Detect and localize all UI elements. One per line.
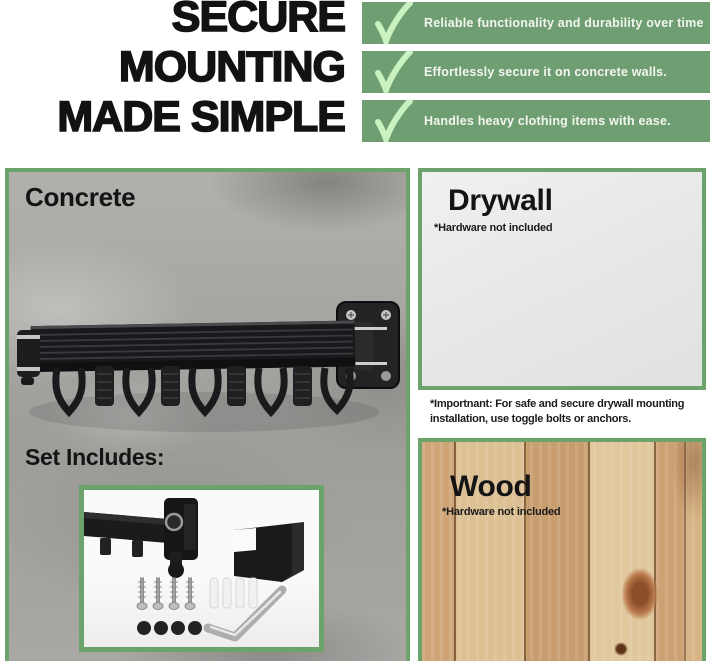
benefit-banner-2 [362, 51, 710, 93]
end-caps [137, 621, 202, 635]
drywall-hardware-note: *Hardware not included [434, 222, 553, 234]
benefit-banner-3 [362, 100, 710, 142]
wall-anchors [210, 578, 257, 608]
wood-hardware-note: *Hardware not included [442, 506, 561, 518]
concrete-panel-label: Concrete [25, 182, 136, 212]
checkmark-icon [370, 51, 414, 93]
bracket-part [234, 522, 304, 582]
drywall-panel [418, 168, 706, 390]
headline-line-3: MADE SIMPLE [57, 93, 345, 141]
headline-line-1: SECURE [171, 0, 345, 41]
concrete-panel [5, 168, 410, 661]
drywall-panel-label: Drywall [448, 184, 553, 217]
benefit-label: Handles heavy clothing items with ease. [424, 114, 671, 128]
checkmark-icon [370, 2, 414, 44]
wood-panel [418, 438, 706, 661]
set-includes-inset [79, 485, 324, 652]
headline [0, 0, 345, 142]
wood-panel-label: Wood [450, 470, 532, 503]
headline-line-2: MOUNTING [118, 43, 345, 91]
benefit-banner-1 [362, 2, 710, 44]
rack-hooks [56, 366, 350, 412]
benefit-label: Effortlessly secure it on concrete walls. [424, 65, 668, 79]
set-parts-illustration [84, 490, 319, 647]
screws [137, 578, 195, 610]
set-includes-label: Set Includes: [25, 444, 165, 470]
rack-bar [31, 320, 356, 372]
rack-arm-part [84, 498, 198, 578]
allen-key [208, 590, 282, 637]
checkmark-icon [370, 100, 414, 142]
drying-rack-illustration [9, 294, 406, 452]
rack-end-cap [17, 330, 40, 385]
drywall-important-note: *Importnant: For safe and secure drywall mounting installation, use toggle bolts or anchors. [430, 398, 685, 425]
benefit-label: Reliable functionality and durability over time [424, 16, 704, 30]
